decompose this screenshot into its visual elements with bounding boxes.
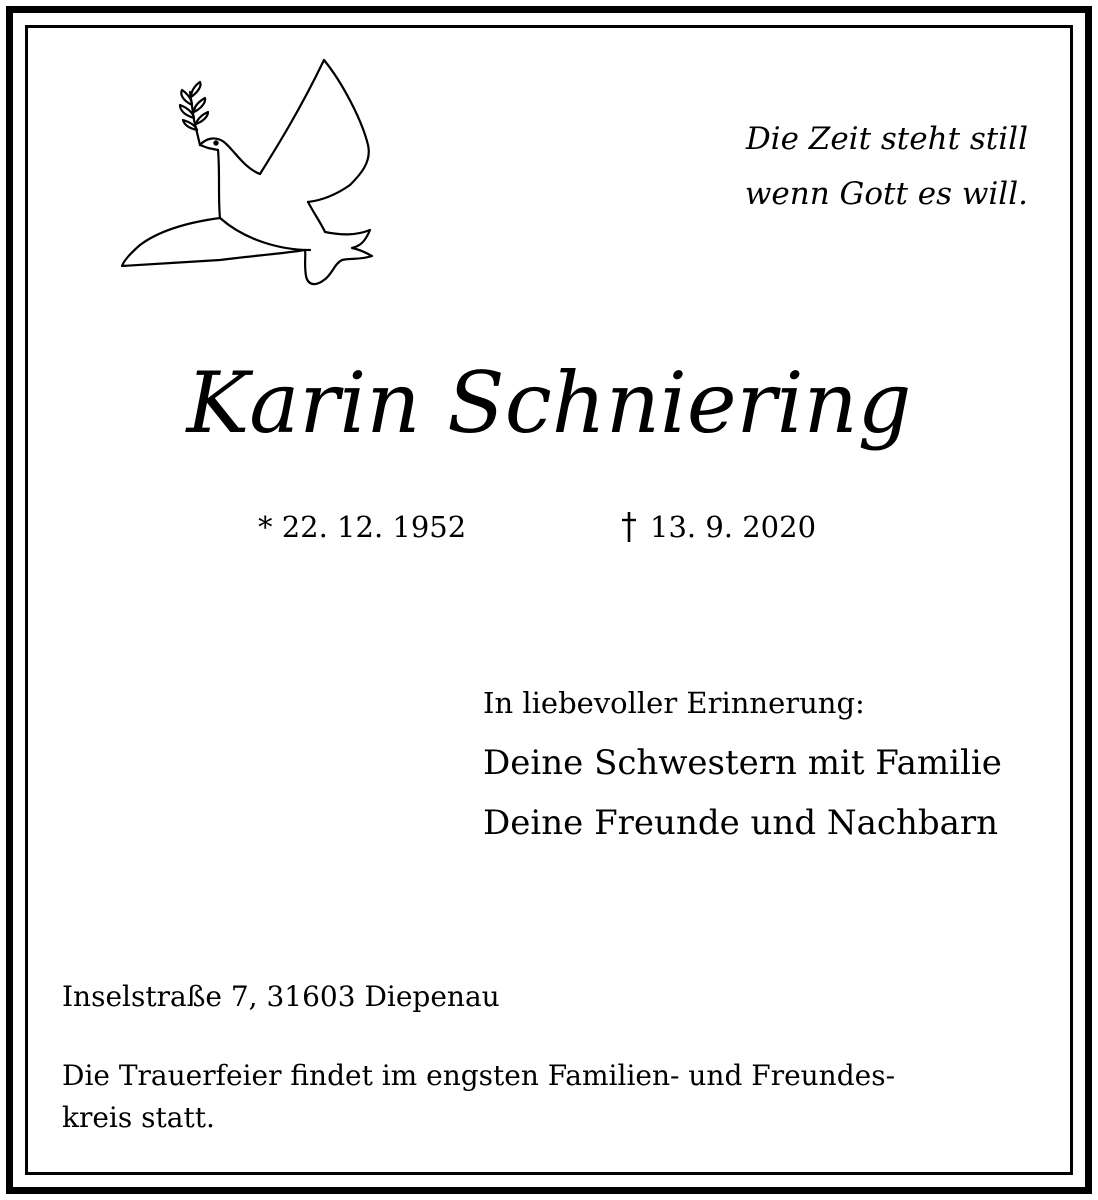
motto-line-1: Die Zeit steht still [745,121,1028,157]
funeral-notice-line-1: Die Trauerfeier findet im engsten Familien- und Freundes- [62,1059,896,1092]
mourner-line: Deine Schwestern mit Familie [483,743,1002,783]
death-date: 13. 9. 2020 [650,510,817,544]
mourner-line: Deine Freunde und Nachbarn [483,803,999,843]
motto [745,112,1028,222]
address: Inselstraße 7, 31603 Diepenau [62,980,500,1013]
death-date-row [618,505,816,549]
cross-icon [618,510,640,544]
birth-date: * 22. 12. 1952 [258,510,467,544]
funeral-notice [62,1055,1052,1139]
dove-with-olive-branch-icon [110,50,390,300]
deceased-name: Karin Schniering [186,354,912,452]
motto-line-2: wenn Gott es will. [744,176,1028,212]
funeral-notice-line-2: kreis statt. [62,1101,215,1134]
memory-heading: In liebevoller Erinnerung: [483,686,865,720]
